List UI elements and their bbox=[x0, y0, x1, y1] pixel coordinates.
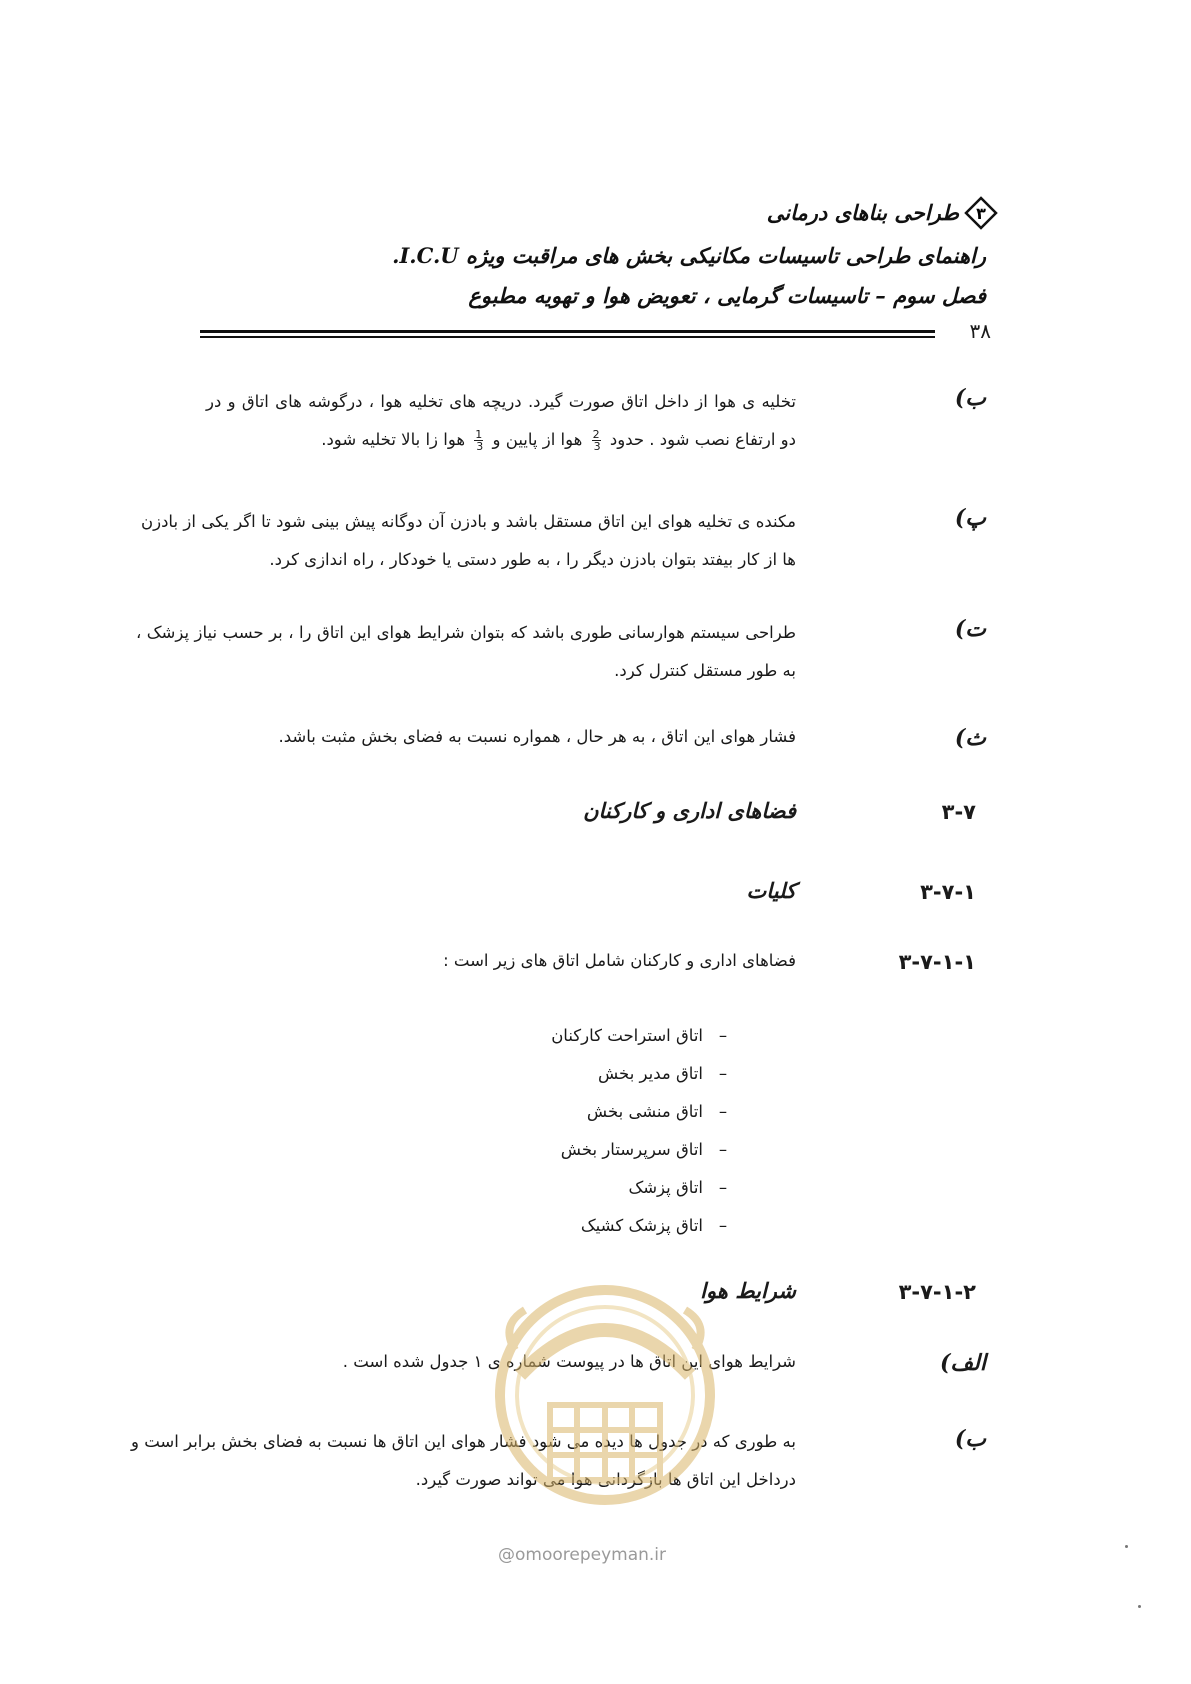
item-s-text: فشار هوای این اتاق ، به هر حال ، همواره نسبت به فضای بخش مثبت باشد. bbox=[278, 727, 796, 746]
item-b-text bbox=[206, 383, 796, 459]
rooms-list bbox=[551, 1017, 743, 1245]
item-p-text: مکنده ی تخلیه هوای این اتاق مستقل باشد و بادزن آن دوگانه پیش بینی شود تا اگر یکی از بادزن ها از کار بیفتد بتوان بادزن دیگر را ، به طور دستی یا خودکار ، راه اندازی کرد. bbox=[141, 512, 796, 569]
section-number: ۳-۷ bbox=[941, 800, 976, 824]
fraction-two-thirds: $\frac{2}{3}$ bbox=[592, 428, 601, 453]
list-item: –اتاق پزشک bbox=[628, 1178, 728, 1197]
scan-speck bbox=[1125, 1545, 1128, 1548]
page-number: ۳۸ bbox=[969, 319, 991, 343]
section-title: فضاهای اداری و کارکنان bbox=[583, 798, 796, 823]
item-b-text-end: هوا زا بالا تخلیه شود. bbox=[321, 430, 466, 449]
item-p-marker: پ) bbox=[954, 505, 986, 531]
book-title: طراحی بناهای درمانی bbox=[766, 200, 959, 225]
item-b-text-mid: هوا از پایین و bbox=[492, 430, 583, 449]
chapter-title: فصل سوم – تاسیسات گرمایی ، تعویض هوا و تهویه مطبوع bbox=[468, 283, 986, 308]
list-item: –اتاق پزشک کشیک bbox=[580, 1216, 728, 1235]
air-alef-marker: الف) bbox=[940, 1350, 986, 1376]
item-b-marker: ب) bbox=[954, 385, 986, 411]
subsubsection-text: فضاهای اداری و کارکنان شامل اتاق های زیر است : bbox=[443, 951, 796, 970]
item-s-marker: ث) bbox=[954, 725, 986, 751]
header-rule bbox=[200, 330, 935, 333]
subsubsection-number-air: ۳-۷-۱-۲ bbox=[898, 1280, 976, 1304]
list-item: –اتاق استراحت کارکنان bbox=[551, 1026, 728, 1045]
scan-speck bbox=[1138, 1605, 1141, 1608]
list-item: –اتاق سرپرستار بخش bbox=[560, 1140, 728, 1159]
list-item: –اتاق منشی بخش bbox=[586, 1102, 728, 1121]
list-item: –اتاق مدیر بخش bbox=[598, 1064, 728, 1083]
watermark-url: @omoorepeyman.ir bbox=[498, 1545, 667, 1565]
subsubsection-number: ۳-۷-۱-۱ bbox=[898, 950, 976, 974]
book-number-diamond-icon bbox=[964, 196, 998, 230]
air-b-marker: ب) bbox=[954, 1426, 986, 1452]
guide-title: راهنمای طراحی تاسیسات مکانیکی بخش های مراقبت ویژه I.C.U. bbox=[392, 243, 986, 268]
item-t-marker: ت) bbox=[954, 616, 986, 642]
fraction-one-third: $\frac{1}{3}$ bbox=[475, 428, 484, 453]
watermark-logo bbox=[480, 1255, 730, 1555]
header-rule-thin bbox=[200, 336, 935, 338]
subsubsection-title-air: شرایط هوا bbox=[700, 1278, 796, 1303]
item-b-text-start: تخلیه ی هوا از داخل اتاق صورت گیرد. دریچه های تخلیه هوا ، درگوشه های اتاق و در دو ارتفاع نصب شود . حدود bbox=[206, 392, 796, 449]
air-b-text: به طوری که در جدول ها دیده می شود فشار هوای این اتاق ها نسبت به فضای بخش برابر است و درداخل این اتاق ها بازگردانی هوا می تواند صورت گیرد. bbox=[131, 1432, 796, 1489]
subsection-number: ۳-۷-۱ bbox=[920, 880, 976, 904]
air-alef-text: شرایط هوای این اتاق ها در پیوست شماره ی ۱ جدول شده است . bbox=[342, 1352, 796, 1371]
subsection-title: کلیات bbox=[746, 878, 796, 903]
book-number: ۳ bbox=[976, 204, 986, 223]
item-t-text: طراحی سیستم هوارسانی طوری باشد که بتوان شرایط هوای این اتاق را ، بر حسب نیاز پزشک ، به طور مستقل کنترل کرد. bbox=[136, 623, 796, 680]
